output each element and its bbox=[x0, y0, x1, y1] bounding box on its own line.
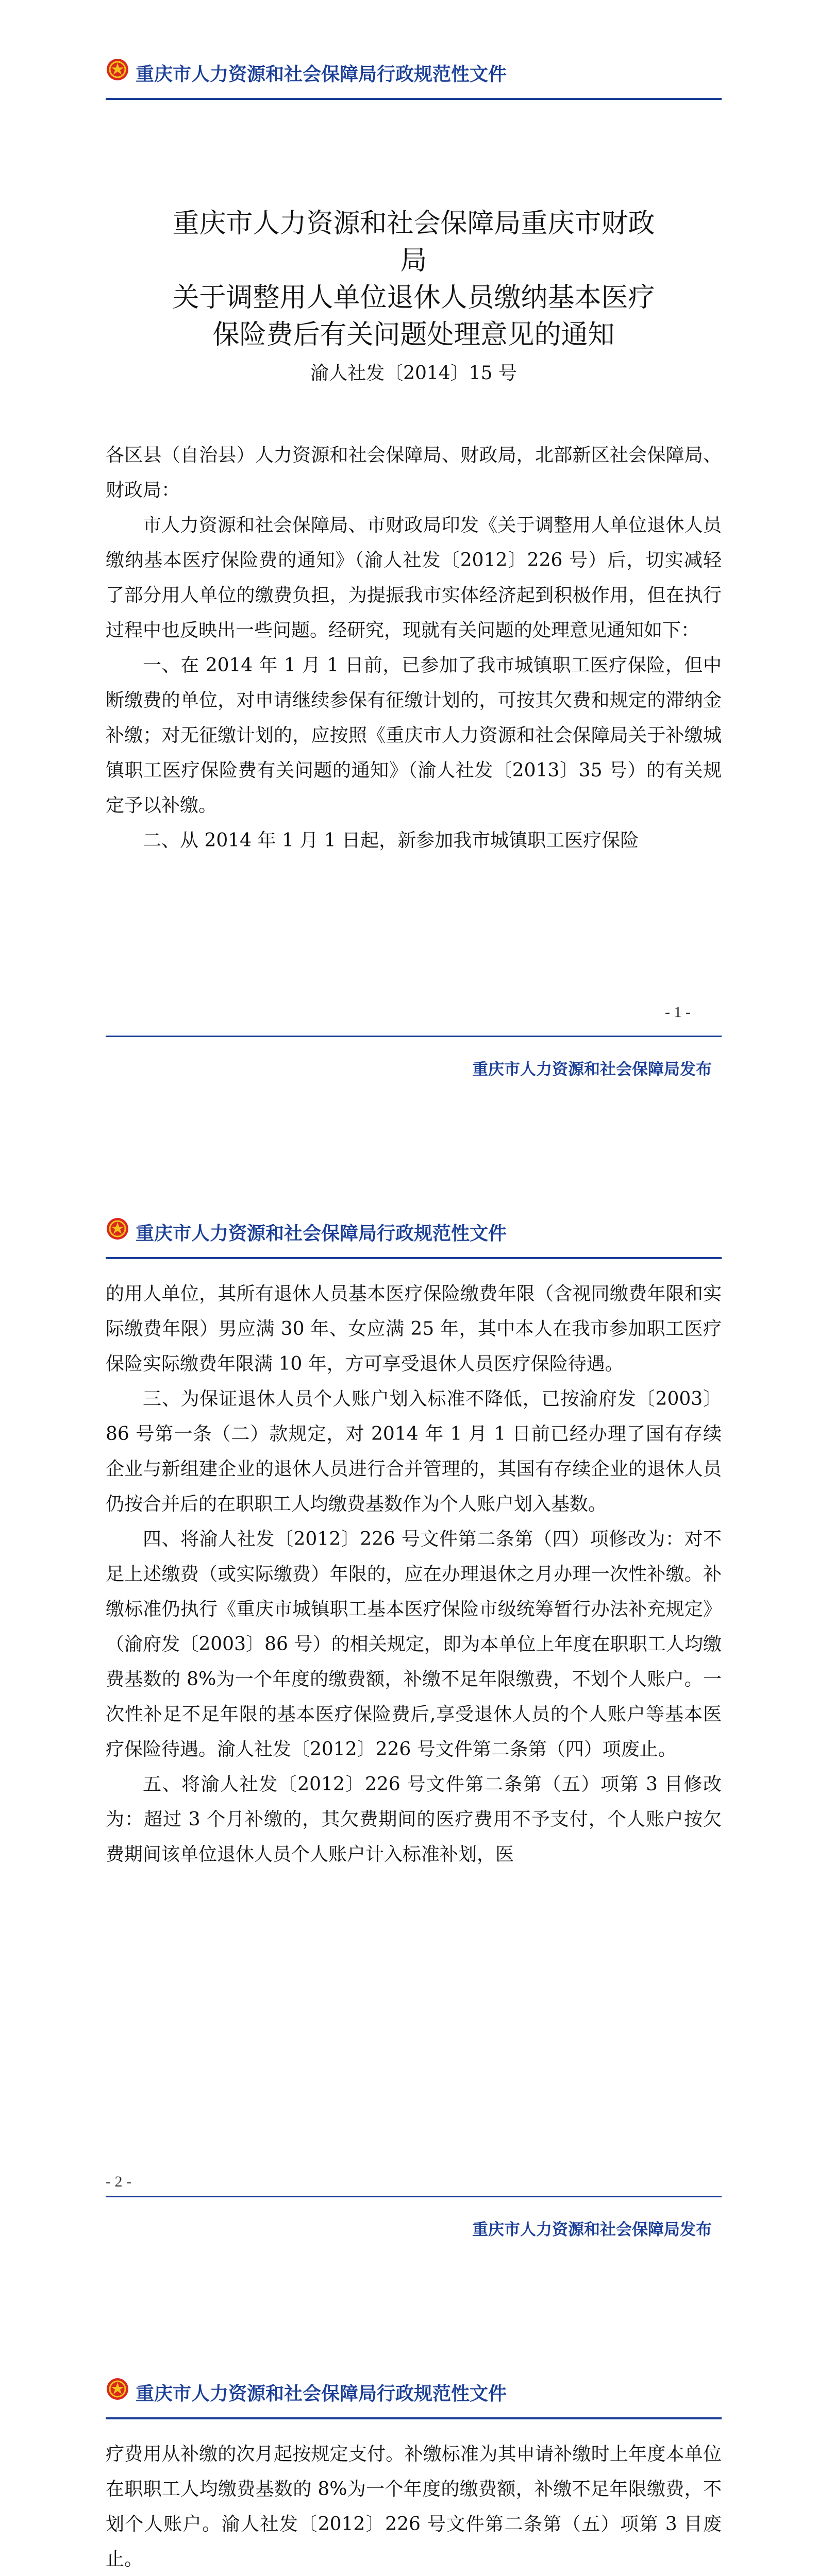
header-title: 重庆市人力资源和社会保障局行政规范性文件 bbox=[136, 1223, 507, 1244]
document-title-line: 保险费后有关问题处理意见的通知 bbox=[212, 319, 615, 350]
page-body bbox=[106, 438, 722, 858]
footer-rule bbox=[106, 1036, 722, 1037]
footer-publisher: 重庆市人力资源和社会保障局发布 bbox=[472, 1060, 712, 1079]
footer-publisher: 重庆市人力资源和社会保障局发布 bbox=[472, 2221, 712, 2239]
paragraph: 的用人单位，其所有退休人员基本医疗保险缴费年限（含视同缴费年限和实际缴费年限）男应满 30 年、女应满 25 年，其中本人在我市参加职工医疗保险实际缴费年限满 10 年，方可享受退休人员医疗保险待遇。 bbox=[106, 1283, 722, 1375]
document-number: 渝人社发〔2014〕15 号 bbox=[310, 363, 517, 384]
paragraph: 疗费用从补缴的次月起按规定支付。补缴标准为其申请补缴时上年度本单位在职职工人均缴费基数的 8%为一个年度的缴费额，补缴不足年限缴费，不划个人账户。渝人社发〔2012〕226 号文件第二条第（五）项第 3 目废止。 bbox=[106, 2444, 722, 2570]
header-rule bbox=[106, 98, 722, 100]
paragraph: 二、从 2014 年 1 月 1 日起，新参加我市城镇职工医疗保险 bbox=[143, 830, 639, 851]
page-number: - 2 - bbox=[106, 2173, 131, 2190]
header-rule bbox=[106, 2417, 722, 2419]
page-header bbox=[106, 2375, 722, 2406]
page-body bbox=[106, 1277, 722, 1872]
page-header bbox=[106, 1215, 722, 1246]
national-emblem-icon bbox=[106, 58, 129, 81]
header-rule bbox=[106, 1257, 722, 1259]
paragraph: 三、为保证退休人员个人账户划入标准不降低，已按渝府发〔2003〕86 号第一条（二）款规定，对 2014 年 1 月 1 日前已经办理了国有存续企业与新组建企业的退休人员进行合并管理的，其国有存续企业的退休人员仍按合并后的在职职工人均缴费基数作为个人账户划入基数。 bbox=[106, 1388, 722, 1515]
page-1 bbox=[0, 0, 818, 1128]
page-number: - 1 - bbox=[665, 1004, 691, 1021]
document-title-line: 关于调整用人单位退休人员缴纳基本医疗 bbox=[172, 282, 655, 313]
document-title-line: 局 bbox=[400, 245, 427, 276]
footer-rule bbox=[106, 2196, 722, 2197]
paragraph: 四、将渝人社发〔2012〕226 号文件第二条第（四）项修改为：对不足上述缴费（或实际缴费）年限的，应在办理退休之月办理一次性补缴。补缴标准仍执行《重庆市城镇职工基本医疗保险市级统筹暂行办法补充规定》（渝府发〔2003〕86 号）的相关规定，即为本单位上年度在职职工人均缴费基数的 8%为一个年度的缴费额，补缴不足年限缴费，不划个人账户。一次性补足不足年限的基本医疗保险费后,享受退休人员的个人账户等基本医疗保险待遇。渝人社发〔2012〕226 号文件第二条第（四）项废止。 bbox=[106, 1529, 722, 1760]
page-body bbox=[106, 2437, 722, 2576]
national-emblem-icon bbox=[106, 1217, 129, 1241]
national-emblem-icon bbox=[106, 2377, 129, 2401]
page-header bbox=[106, 56, 722, 87]
paragraph: 一、在 2014 年 1 月 1 日前，已参加了我市城镇职工医疗保险，但中断缴费的单位，对申请继续参保有征缴计划的，可按其欠费和规定的滞纳金补缴；对无征缴计划的，应按照《重庆市人力资源和社会保障局关于补缴城镇职工医疗保险费有关问题的通知》（渝人社发〔2013〕35 号）的有关规定予以补缴。 bbox=[106, 655, 722, 816]
paragraph: 五、将渝人社发〔2012〕226 号文件第二条第（五）项第 3 目修改为：超过 3 个月补缴的，其欠费期间的医疗费用不予支付，个人账户按欠费期间该单位退休人员个人账户计入标准补划，医 bbox=[106, 1774, 722, 1865]
document-title-line: 重庆市人力资源和社会保障局重庆市财政 bbox=[172, 208, 655, 239]
paragraph: 市人力资源和社会保障局、市财政局印发《关于调整用人单位退休人员缴纳基本医疗保险费的通知》（渝人社发〔2012〕226 号）后，切实减轻了部分用人单位的缴费负担，为提振我市实体经济起到积极作用，但在执行过程中也反映出一些问题。经研究，现就有关问题的处理意见通知如下： bbox=[106, 515, 722, 641]
addressee: 各区县（自治县）人力资源和社会保障局、财政局，北部新区社会保障局、财政局： bbox=[106, 445, 722, 501]
header-title: 重庆市人力资源和社会保障局行政规范性文件 bbox=[136, 64, 507, 85]
header-title: 重庆市人力资源和社会保障局行政规范性文件 bbox=[136, 2383, 507, 2404]
